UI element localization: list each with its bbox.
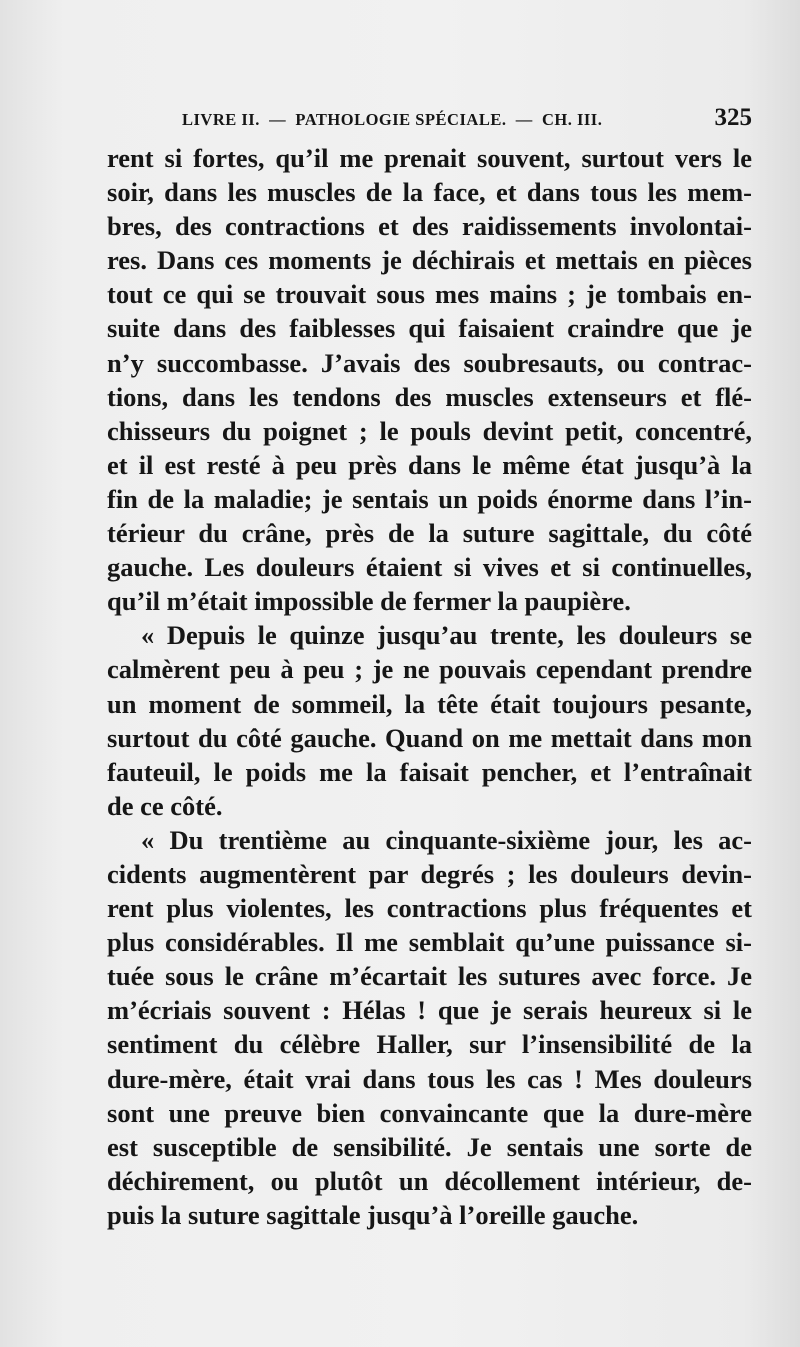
text-line: surtout du côté gauche. Quand on me mettait dans mon: [107, 722, 752, 753]
text-line: puis la suture sagittale jusqu’à l’oreille gauche.: [107, 1199, 639, 1230]
text-line: est susceptible de sensibilité. Je sentais une sorte de: [107, 1131, 752, 1162]
text-line: fin de la maladie; je sentais un poids énorme dans l’in-: [107, 483, 752, 514]
text-line: sentiment du célèbre Haller, sur l’insensibilité de la: [107, 1029, 752, 1060]
text-line: fauteuil, le poids me la faisait pencher, et l’entraînait: [107, 756, 752, 787]
body-text: [107, 141, 752, 1232]
text-line: sont une preuve bien convaincante que la dure-mère: [107, 1097, 752, 1128]
text-line: plus considérables. Il me semblait qu’une puissance si-: [107, 927, 752, 958]
text-line: rent si fortes, qu’il me prenait souvent, surtout vers le: [107, 143, 752, 173]
running-title: LIVRE II. — PATHOLOGIE SPÉCIALE. — CH. III.: [182, 110, 603, 129]
text-line: bres, des contractions et des raidissements involontai-: [107, 211, 752, 242]
text-line: tuée sous le crâne m’écartait les sutures avec force. Je: [107, 961, 752, 992]
text-line: n’y succombasse. J’avais des soubresauts, ou contrac-: [107, 347, 752, 378]
running-header: [182, 104, 752, 138]
text-line: tions, dans les tendons des muscles extenseurs et flé-: [107, 381, 752, 412]
text-line: rent plus violentes, les contractions plus fréquentes et: [107, 893, 752, 924]
text-line: qu’il m’était impossible de fermer la paupière.: [107, 586, 631, 617]
text-line: cidents augmentèrent par degrés ; les douleurs devin-: [107, 858, 752, 889]
text-line: de ce côté.: [107, 790, 223, 821]
text-line: m’écriais souvent : Hélas ! que je serais heureux si le: [107, 995, 752, 1026]
page-number: 325: [714, 104, 752, 131]
text-line: tout ce qui se trouvait sous mes mains ; je tombais en-: [107, 279, 752, 310]
text-line: et il est resté à peu près dans le même état jusqu’à la: [107, 449, 752, 480]
text-line: térieur du crâne, près de la suture sagittale, du côté: [107, 518, 752, 549]
text-line: res. Dans ces moments je déchirais et mettais en pièces: [107, 245, 752, 276]
text-line: dure-mère, était vrai dans tous les cas ! Mes douleurs: [107, 1063, 752, 1094]
text-line: « Depuis le quinze jusqu’au trente, les douleurs se: [141, 620, 752, 651]
text-line: gauche. Les douleurs étaient si vives et si continuelles,: [107, 552, 752, 583]
text-line: soir, dans les muscles de la face, et dans tous les mem-: [107, 177, 752, 208]
text-line: chisseurs du poignet ; le pouls devint petit, concentré,: [107, 415, 752, 446]
text-line: suite dans des faiblesses qui faisaient craindre que je: [107, 313, 752, 344]
text-line: calmèrent peu à peu ; je ne pouvais cependant prendre: [107, 654, 752, 685]
text-line: « Du trentième au cinquante-sixième jour, les ac-: [141, 824, 752, 855]
text-line: déchirement, ou plutôt un décollement intérieur, de-: [107, 1165, 752, 1196]
text-line: un moment de sommeil, la tête était toujours pesante,: [107, 688, 752, 719]
